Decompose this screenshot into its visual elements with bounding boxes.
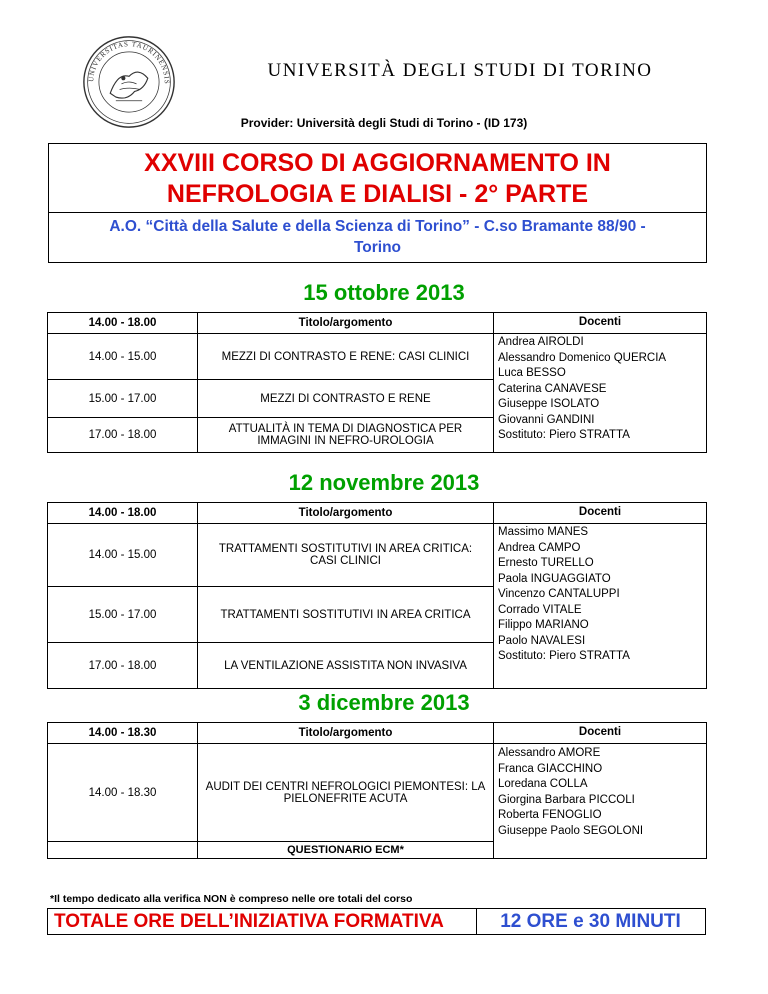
total-hours-box	[47, 908, 706, 935]
docente: Sostituto: Piero STRATTA	[498, 650, 630, 662]
row-topic: LA VENTILAZIONE ASSISTITA NON INVASIVA	[198, 643, 494, 689]
table-header-row	[48, 503, 707, 524]
table-row	[48, 334, 707, 380]
table-header-row	[48, 723, 707, 744]
course-title-line-1: XXVIII CORSO DI AGGIORNAMENTO IN	[144, 149, 611, 177]
docente: Andrea AIROLDI	[498, 336, 584, 348]
docente: Sostituto: Piero STRATTA	[498, 429, 630, 441]
total-label: TOTALE ORE DELL’INIZIATIVA FORMATIVA	[54, 911, 444, 932]
row-time: 15.00 - 17.00	[48, 587, 198, 643]
table-row	[48, 744, 707, 842]
docente: Luca BESSO	[498, 367, 566, 379]
row-time-empty	[48, 842, 198, 859]
session-date-2: 12 novembre 2013	[288, 470, 480, 495]
session-date-3: 3 dicembre 2013	[298, 690, 470, 715]
course-title-box	[48, 143, 707, 213]
row-time: 17.00 - 18.00	[48, 418, 198, 453]
schedule-table-3	[47, 722, 707, 859]
row-topic: MEZZI DI CONTRASTO E RENE	[198, 380, 494, 418]
header-docenti: Docenti	[494, 503, 707, 524]
docente: Andrea CAMPO	[498, 541, 581, 554]
docente: Alessandro Domenico QUERCIA	[498, 351, 667, 364]
docenti-list	[494, 524, 707, 689]
row-topic: AUDIT DEI CENTRI NEFROLOGICI PIEMONTESI: LA PIELONEFRITE ACUTA	[198, 744, 494, 842]
row-time: 15.00 - 17.00	[48, 380, 198, 418]
docente: Paola INGUAGGIATO	[498, 572, 611, 585]
docente: Caterina CANAVESE	[498, 382, 607, 395]
course-title-line-2: NEFROLOGIA E DIALISI - 2° PARTE	[166, 180, 589, 208]
university-seal-logo	[82, 35, 176, 129]
row-time: 17.00 - 18.00	[48, 643, 198, 689]
docente: Giuseppe ISOLATO	[498, 398, 600, 410]
table-row	[48, 524, 707, 587]
header-docenti: Docenti	[494, 723, 707, 744]
venue-box	[48, 212, 707, 263]
venue-line-2: Torino	[353, 239, 402, 256]
row-time: 14.00 - 15.00	[48, 334, 198, 380]
header-topic: Titolo/argomento	[198, 503, 494, 524]
docente: Paolo NAVALESI	[498, 634, 586, 647]
docente: Giorgina Barbara PICCOLI	[498, 793, 635, 806]
session-date-1: 15 ottobre 2013	[303, 280, 465, 305]
venue-line-1: A.O. “Città della Salute e della Scienza di Torino” - C.so Bramante 88/90 -	[109, 218, 646, 235]
provider-line: Provider: Università degli Studi di Torino - (ID 173)	[240, 116, 528, 130]
docente: Roberta FENOGLIO	[498, 809, 602, 821]
docente: Ernesto TURELLO	[498, 557, 594, 569]
docente: Franca GIACCHINO	[498, 762, 603, 775]
total-value: 12 ORE e 30 MINUTI	[500, 911, 681, 932]
docente: Corrado VITALE	[498, 603, 582, 616]
header-topic: Titolo/argomento	[198, 723, 494, 744]
docente: Massimo MANES	[498, 526, 589, 538]
row-time: 14.00 - 15.00	[48, 524, 198, 587]
docente: Alessandro AMORE	[498, 747, 601, 759]
row-topic: MEZZI DI CONTRASTO E RENE: CASI CLINICI	[198, 334, 494, 380]
header-time: 14.00 - 18.30	[48, 723, 198, 744]
svg-text:UNIVERSITAS TAURINENSIS: UNIVERSITAS TAURINENSIS	[87, 40, 171, 85]
table-header-row	[48, 313, 707, 334]
docente: Giuseppe Paolo SEGOLONI	[498, 824, 644, 837]
docente: Vincenzo CANTALUPPI	[498, 588, 620, 600]
schedule-table-1	[47, 312, 707, 453]
footnote: *Il tempo dedicato alla verifica NON è compreso nelle ore totali del corso	[50, 893, 413, 905]
docente: Filippo MARIANO	[498, 619, 589, 631]
row-topic: TRATTAMENTI SOSTITUTIVI IN AREA CRITICA	[198, 587, 494, 643]
row-topic: TRATTAMENTI SOSTITUTIVI IN AREA CRITICA: CASI CLINICI	[198, 524, 494, 587]
questionario-label: QUESTIONARIO ECM*	[198, 842, 494, 859]
header-docenti: Docenti	[494, 313, 707, 334]
row-topic: ATTUALITÀ IN TEMA DI DIAGNOSTICA PER IMMAGINI IN NEFRO-UROLOGIA	[198, 418, 494, 453]
row-time: 14.00 - 18.30	[48, 744, 198, 842]
header-time: 14.00 - 18.00	[48, 313, 198, 334]
header-topic: Titolo/argomento	[198, 313, 494, 334]
docente: Loredana COLLA	[498, 778, 588, 790]
schedule-table-2	[47, 502, 707, 689]
university-name: UNIVERSITÀ DEGLI STUDI DI TORINO	[267, 60, 653, 81]
docenti-list	[494, 744, 707, 859]
docente: Giovanni GANDINI	[498, 413, 595, 426]
docenti-list	[494, 334, 707, 453]
header-time: 14.00 - 18.00	[48, 503, 198, 524]
